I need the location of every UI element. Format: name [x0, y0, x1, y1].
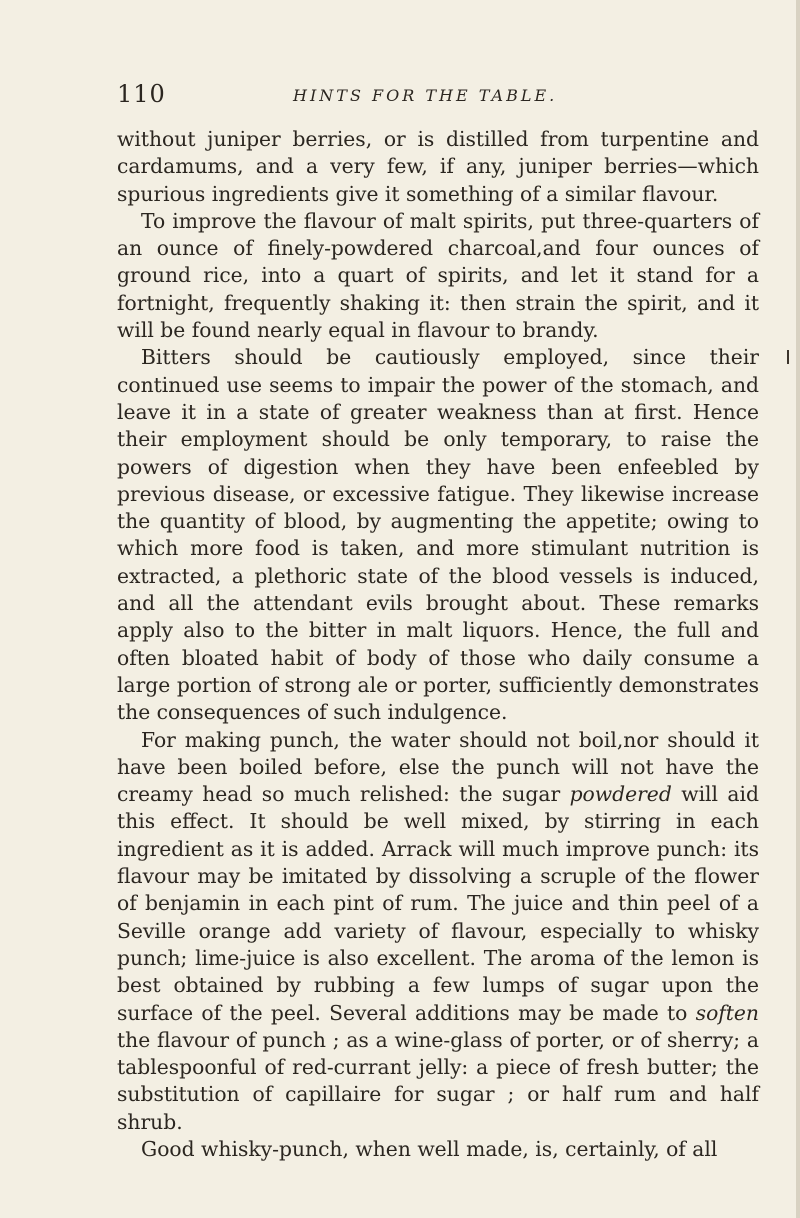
page-edge — [796, 0, 800, 1218]
paragraph-1-text: without juniper berries, or is distilled from turpentine and cardamums, and a very few, if any, juniper berries—which spurious ingredients give it something of a similar flavour. — [117, 127, 759, 206]
paragraph-4-italic-powdered: powdered — [569, 782, 672, 807]
margin-mark — [787, 350, 789, 364]
running-title: HINTS FOR THE TABLE. — [293, 86, 558, 105]
paragraph-3 — [117, 344, 759, 726]
paragraph-1 — [117, 126, 759, 208]
paragraph-4-italic-soften: soften — [695, 1000, 759, 1025]
page-number: 110 — [117, 80, 166, 108]
paragraph-4-text-c: the flavour of punch ; as a wine-glass of porter, or of sherry; a tablespoonful of red-currant jelly: a piece of fresh butter; the substitution of capillaire for sugar ; or half rum and half shrub. — [117, 1027, 759, 1134]
body-text — [117, 126, 759, 1163]
paragraph-3-text: Bitters should be cautiously employed, since their continued use seems to impair the power of the stomach, and leave it in a state of greater weakness than at first. Hence their employment should be only temporary, to raise the powers of digestion when they have been enfeebled by previous disease, or excessive fatigue. They likewise increase the quantity of blood, by augmenting the appetite; owing to which more food is taken, and more stimulant nutrition is extracted, a plethoric state of the blood vessels is induced, and all the attendant evils brought about. These remarks apply also to the bitter in malt liquors. Hence, the full and often bloated habit of body of those who daily consume a large portion of strong ale or porter, sufficiently demonstrates the consequences of such indulgence. — [117, 345, 759, 725]
paragraph-5 — [117, 1136, 759, 1163]
paragraph-4-text-a: For making punch, the water should not boil,nor should it have been boiled before, else the punch will not have the creamy head so much relished: the sugar — [117, 727, 759, 807]
paragraph-2-text: To improve the flavour of malt spirits, put three-quarters of an ounce of finely-powdered charcoal,and four ounces of ground rice, into a quart of spirits, and let it stand for a fortnight, frequently shaking it: then strain the spirit, and it will be found nearly equal in flavour to brandy. — [117, 208, 759, 343]
page-header — [117, 80, 760, 114]
paragraph-4 — [117, 727, 759, 1136]
paragraph-2 — [117, 208, 759, 344]
paragraph-5-text: Good whisky-punch, when well made, is, certainly, of all — [141, 1136, 718, 1161]
paragraph-4-text-b: will aid this effect. It should be well mixed, by stirring in each ingredient as it is added. Arrack will much improve punch: its flavour may be imitated by dissolving a scruple of the flower of benjamin in each pint of rum. The juice and thin peel of a Seville orange add variety of flavour, especially to whisky punch; lime-juice is also excellent. The aroma of the lemon is best obtained by rubbing a few lumps of sugar upon the surface of the peel. Several additions may be made to — [117, 782, 759, 1025]
